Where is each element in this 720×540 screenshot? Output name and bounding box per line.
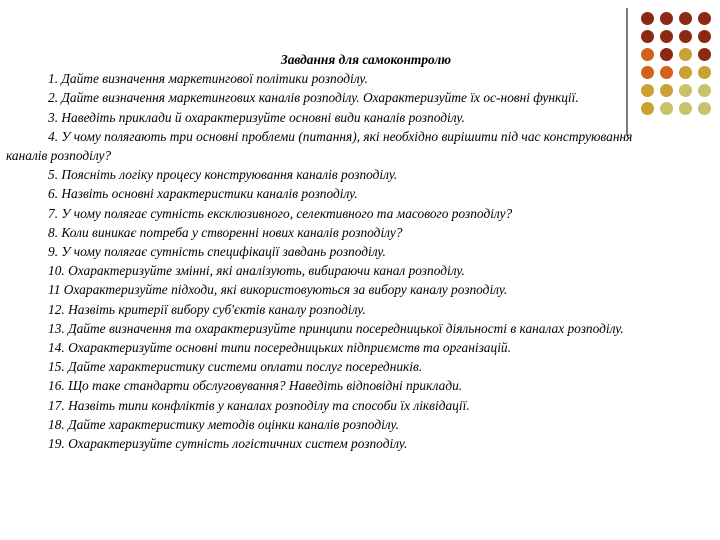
question-item: 5. Поясніть логіку процесу конструювання каналів розподілу. — [48, 167, 398, 183]
question-item: 18. Дайте характеристику методів оцінки каналів розподілу. — [48, 416, 399, 432]
question-item: 3. Наведіть приклади й охарактеризуйте основні види каналів розподілу. — [48, 109, 465, 125]
question-item: 10. Охарактеризуйте змінні, які аналізують, вибираючи канал розподілу. — [48, 263, 465, 279]
dot — [679, 30, 692, 43]
dot — [698, 102, 711, 115]
question-item: 9. У чому полягає сутність специфікації завдань розподілу. — [48, 244, 386, 260]
dot — [660, 102, 673, 115]
dot — [660, 12, 673, 25]
question-item: 13. Дайте визначення та охарактеризуйте принципи посередницької діяльності в каналах розподілу. — [48, 320, 624, 336]
question-item: 4. У чому полягають три основні проблеми (питання), які необхідно вирішити під час конструювання каналів розподілу? — [6, 128, 633, 164]
question-item: 11 Охарактеризуйте підходи, які використовуються за вибору каналу розподілу. — [48, 282, 508, 298]
question-item: 8. Коли виникає потреба у створенні нових каналів розподілу? — [48, 224, 403, 240]
slide-title: Завдання для самоконтролю — [280, 52, 452, 67]
question-list — [6, 50, 656, 453]
question-item: 16. Що таке стандарти обслуговування? Наведіть відповідні приклади. — [48, 378, 463, 394]
dot — [660, 48, 673, 61]
question-item: 12. Назвіть критерії вибору суб'єктів каналу розподілу. — [48, 301, 366, 317]
question-item: 6. Назвіть основні характеристики каналів розподілу. — [48, 186, 358, 202]
dot — [660, 84, 673, 97]
dot — [679, 84, 692, 97]
dot — [698, 12, 711, 25]
question-item: 17. Назвіть типи конфліктів у каналах розподілу та способи їх ліквідації. — [48, 397, 470, 413]
dot — [679, 66, 692, 79]
question-item: 15. Дайте характеристику системи оплати послуг посередників. — [48, 359, 423, 375]
question-item: 2. Дайте визначення маркетингових каналів розподілу. Охарактеризуйте їх ос-новні функції. — [48, 90, 579, 106]
dot — [698, 30, 711, 43]
dot — [641, 12, 654, 25]
dot — [698, 84, 711, 97]
dot — [660, 66, 673, 79]
dot — [679, 12, 692, 25]
dot — [641, 30, 654, 43]
dot — [679, 102, 692, 115]
dot — [679, 48, 692, 61]
question-item: 19. Охарактеризуйте сутність логістичних систем розподілу. — [48, 436, 408, 452]
dot — [660, 30, 673, 43]
question-item: 7. У чому полягає сутність ексклюзивного, селективного та масового розподілу? — [48, 205, 513, 221]
dot — [698, 48, 711, 61]
dot — [698, 66, 711, 79]
question-item: 14. Охарактеризуйте основні типи посередницьких підприємств та організацій. — [48, 340, 511, 356]
question-item: 1. Дайте визначення маркетингової політики розподілу. — [48, 71, 368, 87]
